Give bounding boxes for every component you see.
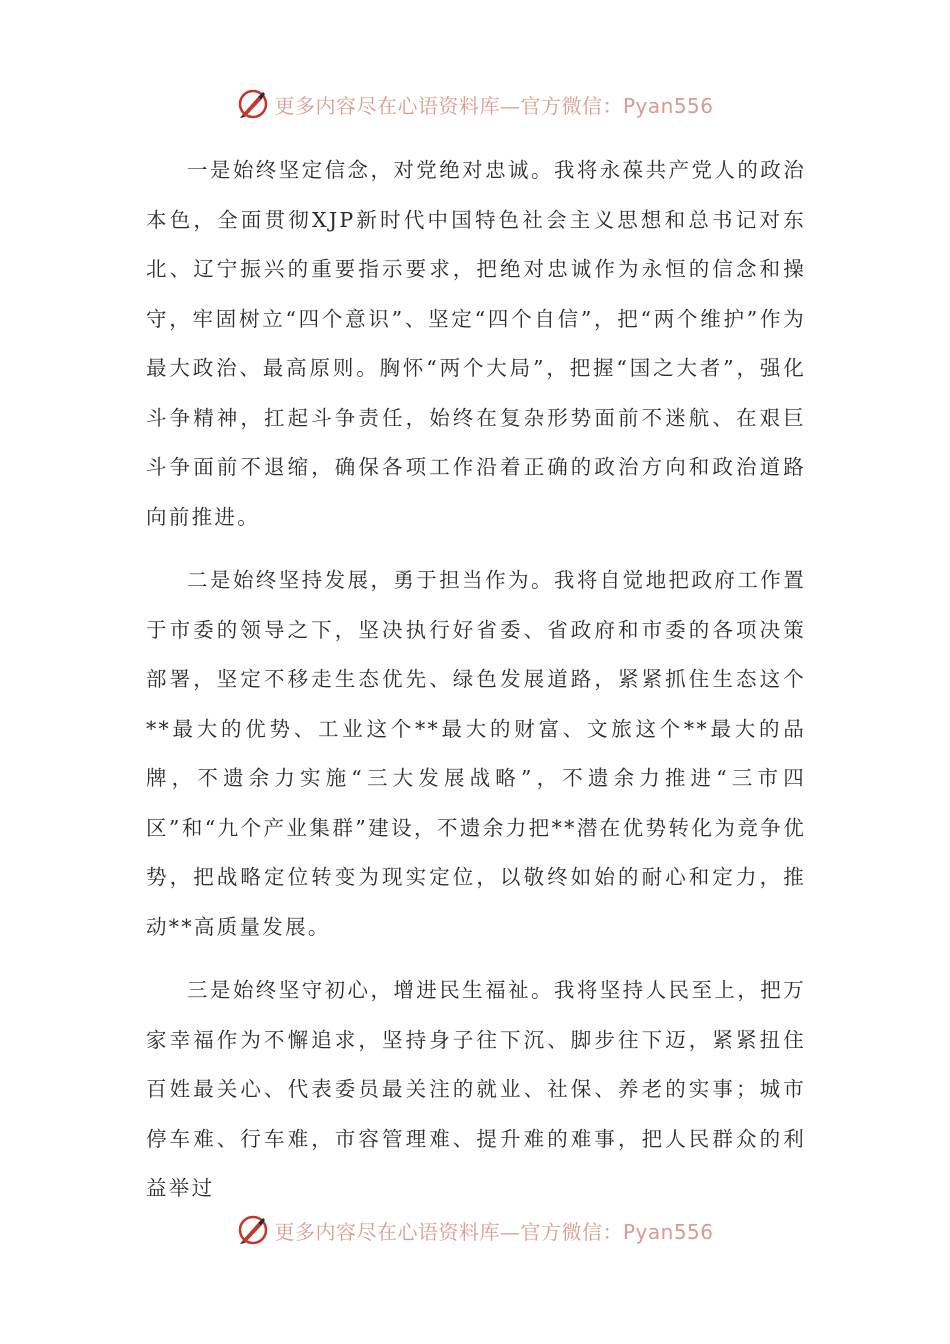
paragraph-1: 一是始终坚定信念，对党绝对忠诚。我将永葆共产党人的政治本色，全面贯彻XJP新时代中国特色社会主义思想和总书记对东北、辽宁振兴的重要指示要求，把绝对忠诚作为永恒的信念和操守，牢固树立“四个意识”、坚定“四个自信”，把“两个维护”作为最大政治、最高原则。胸怀“两个大局”，把握“国之大者”，强化斗争精神，扛起斗争责任，始终在复杂形势面前不迷航、在艰巨斗争面前不退缩，确保各项工作沿着正确的政治方向和政治道路向前推进。 bbox=[146, 158, 806, 529]
paragraph-2: 二是始终坚持发展，勇于担当作为。我将自觉地把政府工作置于市委的领导之下，坚决执行好省委、省政府和市委的各项决策部署，坚定不移走生态优先、绿色发展道路，紧紧抓住生态这个**最大的优势、工业这个**最大的财富、文旅这个**最大的品牌，不遗余力实施“三大发展战略”，不遗余力推进“三市四区”和“九个产业集群”建设，不遗余力把**潜在优势转化为竞争优势，把战略定位转变为现实定位，以敬终如始的耐心和定力，推动**高质量发展。 bbox=[146, 568, 806, 939]
brush-seal-logo-icon bbox=[236, 87, 270, 121]
header-watermark-banner bbox=[0, 82, 950, 126]
watermark-text bbox=[274, 90, 713, 119]
brush-seal-logo-icon bbox=[236, 1213, 270, 1247]
watermark-slogan: 更多内容尽在心语资料库—官方微信： bbox=[274, 1219, 623, 1244]
wechat-id: Pyan556 bbox=[622, 1219, 714, 1244]
paragraph-3: 三是始终坚守初心，增进民生福祉。我将坚持人民至上，把万家幸福作为不懈追求，坚持身子往下沉、脚步往下迈，紧紧扭住百姓最关心、代表委员最关注的就业、社保、养老的实事；城市停车难、行车难，市容管理难、提升难的难事，把人民群众的利益举过 bbox=[146, 978, 806, 1200]
watermark-text bbox=[274, 1216, 713, 1245]
watermark-slogan: 更多内容尽在心语资料库—官方微信： bbox=[274, 93, 623, 118]
footer-watermark-banner bbox=[0, 1208, 950, 1252]
document-body bbox=[146, 146, 806, 1214]
wechat-id: Pyan556 bbox=[622, 93, 714, 118]
